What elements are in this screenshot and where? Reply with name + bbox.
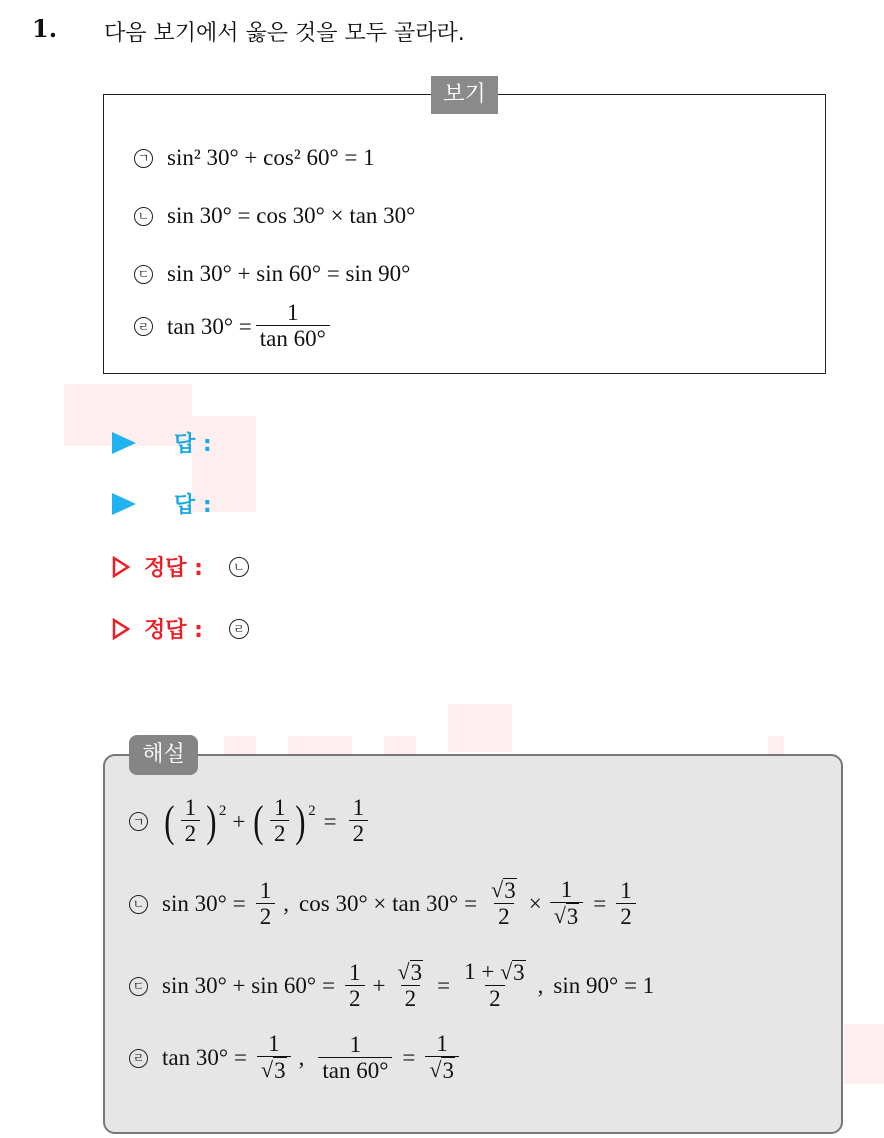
correct-answer-1 — [112, 551, 249, 582]
sqrt: √ 3 — [491, 877, 516, 903]
bogi-item-4 — [134, 301, 334, 353]
fraction: √ 3 2 — [491, 877, 516, 930]
faint-block — [768, 736, 784, 754]
outline-triangle-icon — [112, 618, 130, 640]
sqrt: √ 3 — [397, 959, 423, 985]
fraction: $\frac{1}{2}$ — [345, 961, 365, 1013]
bogi-item-2 — [134, 203, 415, 229]
fraction: $\frac{1}{2}$ — [616, 879, 636, 931]
fraction: 1 + √ 3 2 — [464, 959, 525, 1012]
answer-blank-1 — [112, 427, 212, 458]
marker-circle: ㄴ — [134, 207, 153, 226]
marker-circle: ㄷ — [129, 977, 148, 996]
faint-block — [224, 736, 256, 754]
correct-marker: ㄹ — [229, 619, 249, 639]
faint-block — [384, 736, 416, 754]
sqrt: √ 3 — [500, 959, 525, 985]
bogi-label: 보기 — [431, 76, 498, 114]
answer-label: 답 : — [174, 493, 212, 518]
left-paren: ( — [253, 796, 264, 846]
fraction: 1 √ 3 — [550, 878, 584, 931]
play-triangle-icon — [112, 493, 136, 515]
marker-circle: ㄷ — [134, 265, 153, 284]
sqrt: √ 3 — [553, 903, 579, 930]
fraction: $\frac{1}{2}$ — [270, 796, 290, 848]
outline-triangle-icon — [112, 556, 130, 578]
fraction: √ 3 2 — [397, 959, 423, 1012]
correct-marker: ㄴ — [229, 557, 249, 577]
right-paren: ) — [206, 796, 217, 846]
question-number: 1. — [32, 14, 58, 43]
solution-box — [103, 754, 843, 1134]
solution-row-3: ㄷ sin 30° + sin 60° = $\frac{1}{2}$ + √ 3 2 = 1 + √ 3 2 , sin 90° = 1 — [129, 960, 654, 1013]
faint-block — [844, 1024, 884, 1084]
bogi-expr: sin 30° = cos 30° × tan 30° — [167, 203, 416, 228]
marker-circle: ㄱ — [129, 812, 148, 831]
bogi-expr: sin² 30° + cos² 60° = 1 — [167, 145, 375, 170]
faint-block — [448, 704, 512, 752]
fraction: $\frac{1}{\tan 60^\circ}$ — [256, 301, 330, 353]
fraction: $\frac{1}{2}$ — [181, 796, 201, 848]
sqrt: √ 3 — [261, 1057, 286, 1084]
solution-row-1: ㄱ ( $\frac{1}{2}$ ) 2 + ( $\frac{1}{2}$ ) 2 = $\frac{1}{2}$ — [129, 796, 372, 848]
fraction: $\frac{1}{2}$ — [256, 879, 276, 931]
bogi-item-1 — [134, 145, 375, 171]
correct-label: 정답 : — [144, 556, 203, 581]
sqrt: √ 3 — [429, 1057, 454, 1084]
faint-block — [288, 736, 352, 754]
bogi-box — [103, 94, 826, 374]
marker-circle: ㄴ — [129, 895, 148, 914]
answer-blank-2 — [112, 488, 212, 519]
fraction: $\frac{1}{\tan 60^\circ}$ — [318, 1033, 392, 1085]
answer-label: 답 : — [174, 432, 212, 457]
solution-label: 해설 — [129, 735, 198, 775]
bogi-expr: tan 30° = — [167, 313, 252, 339]
bogi-item-3 — [134, 261, 410, 287]
right-paren: ) — [295, 796, 306, 846]
marker-circle: ㄱ — [134, 149, 153, 168]
solution-row-4: ㄹ tan 30° = 1 √ 3 , $\frac{1}{\tan 60^\circ}$ = 1 √ 3 — [129, 1032, 463, 1085]
fraction: 1 √ 3 — [257, 1032, 291, 1085]
left-paren: ( — [164, 796, 175, 846]
fraction: 1 √ 3 — [425, 1032, 459, 1085]
fraction: $\frac{1}{2}$ — [349, 796, 369, 848]
play-triangle-icon — [112, 432, 136, 454]
marker-circle: ㄹ — [129, 1049, 148, 1068]
correct-label: 정답 : — [144, 618, 203, 643]
question-text: 다음 보기에서 옳은 것을 모두 골라라. — [104, 21, 465, 46]
marker-circle: ㄹ — [134, 317, 153, 336]
bogi-expr: sin 30° + sin 60° = sin 90° — [167, 261, 411, 286]
solution-row-2: ㄴ sin 30° = $\frac{1}{2}$ , cos 30° × tan 30° = √ 3 2 × 1 √ 3 = $\frac{1}{2}$ — [129, 878, 640, 931]
correct-answer-2 — [112, 613, 249, 644]
